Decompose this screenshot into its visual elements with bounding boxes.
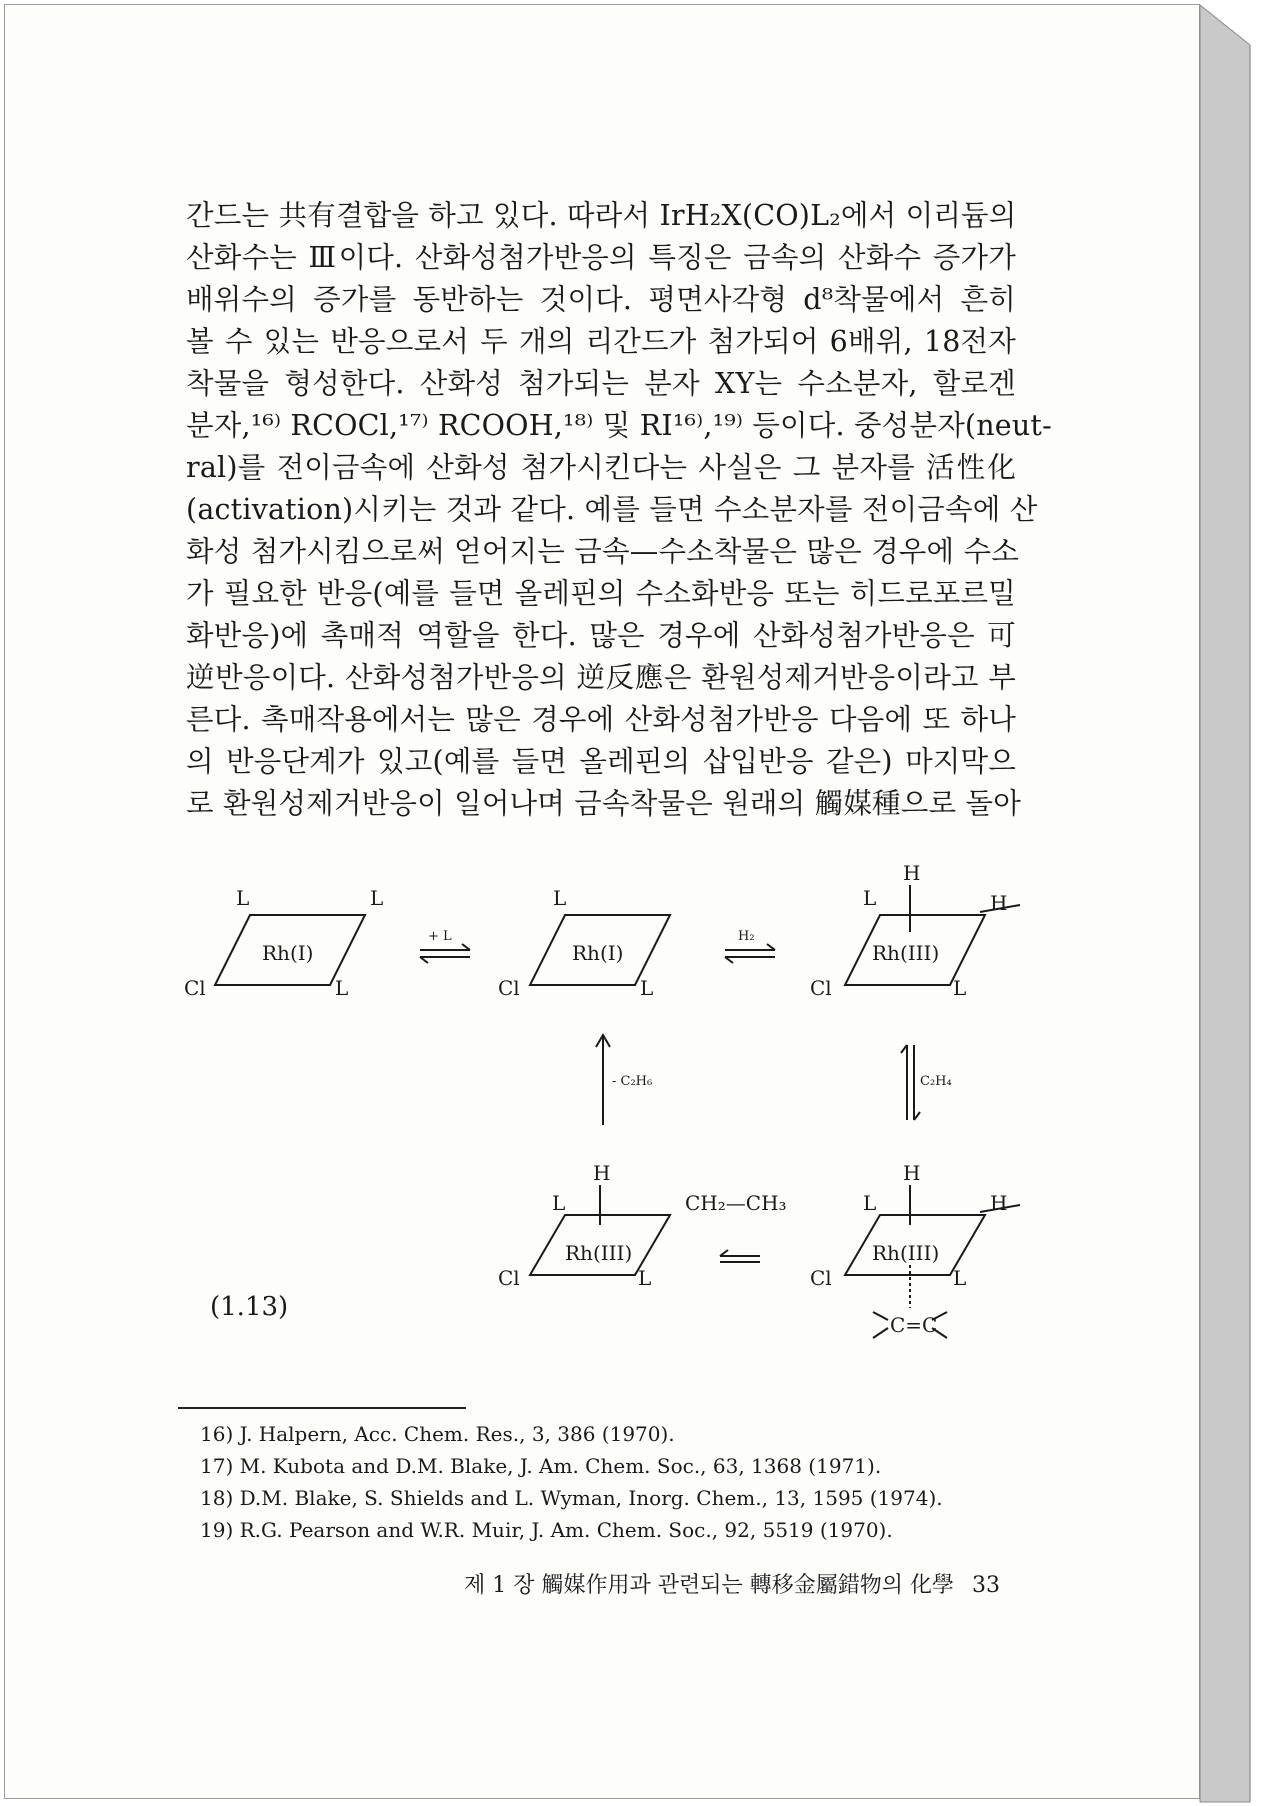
hydride-label: H <box>903 1161 921 1185</box>
footnotes <box>200 1418 1030 1546</box>
metal-label: Rh(III) <box>565 1241 633 1265</box>
metal-label: Rh(I) <box>262 941 314 965</box>
ligand-label: L <box>552 1191 566 1215</box>
body-line: 逆반응이다. 산화성첨가반응의 逆反應은 환원성제거반응이라고 부 <box>186 661 1016 694</box>
ligand-label: L <box>236 886 250 910</box>
ligand-label: L <box>863 886 877 910</box>
body-line: 가 필요한 반응(예를 들면 올레핀의 수소화반응 또는 히드로포르밀 <box>186 577 1016 610</box>
ligand-label: L <box>953 1266 967 1290</box>
ligand-label: L <box>953 976 967 1000</box>
scheme-number: (1.13) <box>210 1292 289 1322</box>
body-line: 화반응)에 촉매적 역할을 한다. 많은 경우에 산화성첨가반응은 可 <box>186 619 1016 652</box>
ligand-label: L <box>335 976 349 1000</box>
body-line: 분자,¹⁶⁾ RCOCl,¹⁷⁾ RCOOH,¹⁸⁾ 및 RI¹⁶⁾,¹⁹⁾ 등이다. 중성분자(neut- <box>186 409 1052 442</box>
hydride-label: H <box>903 861 921 885</box>
hydride-label: H <box>593 1161 611 1185</box>
footnote-rule <box>178 1407 466 1409</box>
body-line: 른다. 촉매작용에서는 많은 경우에 산화성첨가반응 다음에 또 하나 <box>186 703 1016 736</box>
chloride-label: Cl <box>184 976 206 1000</box>
arrow-reagent: + L <box>428 929 452 944</box>
hydride-label: H <box>990 891 1008 915</box>
body-line: 착물을 형성한다. 산화성 첨가되는 분자 XY는 수소분자, 할로겐 <box>186 367 1016 400</box>
arrow-reagent: C₂H₄ <box>920 1074 952 1089</box>
olefin-label: C=C <box>890 1313 938 1337</box>
body-line: 배위수의 증가를 동반하는 것이다. 평면사각형 d⁸착물에서 흔히 <box>186 283 1016 316</box>
page-number: 33 <box>972 1573 1000 1598</box>
ligand-label: L <box>638 1266 652 1290</box>
running-footer <box>380 1568 1000 1599</box>
chloride-label: Cl <box>810 1266 832 1290</box>
body-line: 화성 첨가시킴으로써 얻어지는 금속—수소착물은 많은 경우에 수소 <box>186 535 1019 568</box>
body-line: 볼 수 있는 반응으로서 두 개의 리간드가 첨가되어 6배위, 18전자 <box>186 325 1016 358</box>
body-line: 의 반응단계가 있고(예를 들면 올레핀의 삽입반응 같은) 마지막으 <box>186 745 1016 778</box>
ligand-label: L <box>640 976 654 1000</box>
catalytic-cycle-scheme <box>180 860 1040 1380</box>
arrow-reagent: - C₂H₆ <box>612 1074 653 1089</box>
ligand-label: L <box>863 1191 877 1215</box>
chloride-label: Cl <box>810 976 832 1000</box>
body-line: ral)를 전이금속에 산화성 첨가시킨다는 사실은 그 분자를 活性化 <box>186 451 1016 484</box>
body-text <box>186 195 1052 825</box>
body-line: 산화수는 Ⅲ이다. 산화성첨가반응의 특징은 금속의 산화수 증가가 <box>186 241 1016 274</box>
metal-label: Rh(I) <box>572 941 624 965</box>
ligand-label: L <box>553 886 567 910</box>
footnote: 17) M. Kubota and D.M. Blake, J. Am. Chem. Soc., 63, 1368 (1971). <box>200 1454 882 1478</box>
body-line: (activation)시키는 것과 같다. 예를 들면 수소분자를 전이금속에 산 <box>186 493 1038 526</box>
chloride-label: Cl <box>498 1266 520 1290</box>
hydride-label: H <box>990 1191 1008 1215</box>
body-line: 간드는 共有결합을 하고 있다. 따라서 IrH₂X(CO)L₂에서 이리듐의 <box>186 199 1017 232</box>
footnote: 16) J. Halpern, Acc. Chem. Res., 3, 386 (1970). <box>200 1422 675 1446</box>
body-line: 로 환원성제거반응이 일어나며 금속착물은 원래의 觸媒種으로 돌아 <box>186 787 1021 820</box>
chapter-title: 제 1 장 觸媒作用과 관련되는 轉移金屬錯物의 化學 <box>464 1573 954 1598</box>
chloride-label: Cl <box>498 976 520 1000</box>
ethyl-label: CH₂—CH₃ <box>685 1191 787 1215</box>
ligand-label: L <box>370 886 384 910</box>
metal-label: Rh(III) <box>872 1241 940 1265</box>
metal-label: Rh(III) <box>872 941 940 965</box>
footnote: 18) D.M. Blake, S. Shields and L. Wyman, Inorg. Chem., 13, 1595 (1974). <box>200 1486 943 1510</box>
arrow-reagent: H₂ <box>738 929 755 944</box>
footnote: 19) R.G. Pearson and W.R. Muir, J. Am. Chem. Soc., 92, 5519 (1970). <box>200 1518 893 1542</box>
